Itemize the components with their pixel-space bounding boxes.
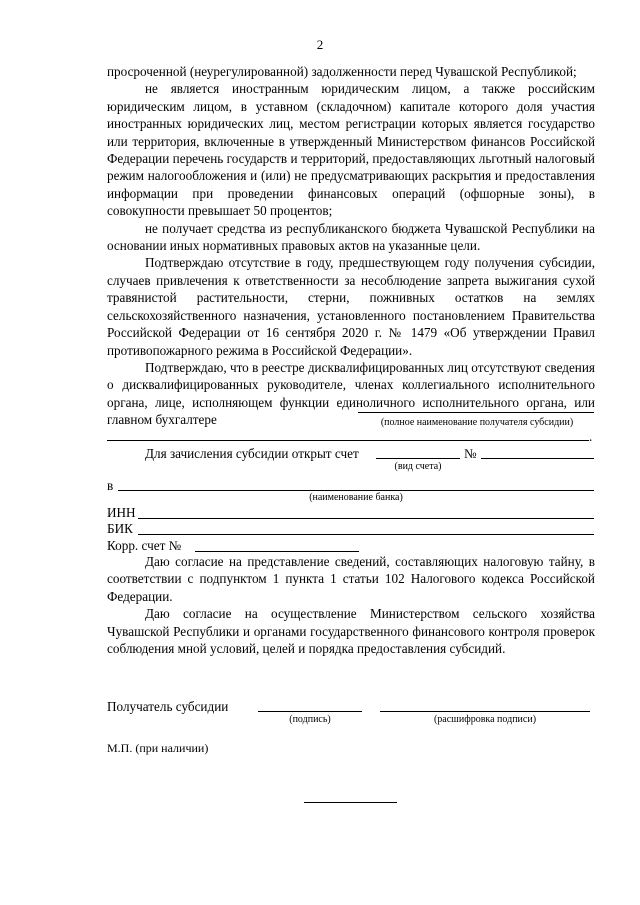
number-sign: № (464, 446, 477, 461)
paragraph-foreign-entity: не является иностранным юридическим лицом, а также российским юридическим лицом, в уставном (складочном) капитале которого доля участия иностранных юридических лиц, местом регистрации которых является государство или территория, включенные в утвержденный Министерством финансов Российской Федерации перечень государств и территорий, предоставляющих льготный налоговый режим налогообложения и (или) не предусматривающих раскрытия и предоставления информации при проведении финансовых операций (офшорные зоны), в совокупности превышает 50 процентов; (107, 81, 595, 219)
page-number: 2 (316, 37, 324, 52)
paragraph-budget-funds: не получает средства из республиканского бюджета Чувашской Республики на основании иных нормативных правовых актов на указанные цели. (107, 220, 595, 254)
bank-prefix: в (107, 478, 114, 493)
consent-block (107, 553, 595, 657)
consent-inspection: Даю согласие на осуществление Министерством сельского хозяйства Чувашской Республики и органами государственного финансового контроля проверок соблюдения мной условий, целей и порядка предоставления субсидий. (107, 606, 595, 657)
signature-field[interactable] (258, 711, 362, 712)
period-mark: . (589, 429, 593, 444)
bik-label: БИК (107, 521, 133, 536)
corr-field[interactable] (195, 551, 359, 552)
account-number-field[interactable] (481, 458, 594, 459)
consent-tax-secret: Даю согласие на представление сведений, составляющих налоговую тайну, в соответствии с подпунктом 1 пункта 1 статьи 102 Налогового кодекса Российской Федерации. (107, 554, 595, 604)
bik-field[interactable] (138, 534, 594, 535)
recipient-name-line-1[interactable] (358, 412, 594, 413)
account-type-field[interactable] (376, 458, 460, 459)
paragraph-debt-tail: просроченной (неурегулированной) задолженности перед Чувашской Республикой; (107, 64, 577, 79)
caption-account-type: (вид счета) (394, 461, 442, 472)
caption-signature: (подпись) (289, 714, 331, 725)
paragraph-disqualified: Подтверждаю, что в реестре дисквалифицированных лиц отсутствуют сведения о дисквалифицированных руководителе, членах коллегиального исполнительного органа, лице, исполняющем функции единоличного исполнительного органа, или главном бухгалтере (107, 359, 595, 428)
account-label: Для зачисления субсидии открыт счет (145, 446, 359, 461)
stamp-label: М.П. (при наличии) (107, 741, 209, 755)
signature-label: Получатель субсидии (107, 699, 229, 714)
caption-decryption: (расшифровка подписи) (433, 714, 537, 725)
bank-name-field[interactable] (118, 490, 594, 491)
recipient-name-line-2[interactable] (107, 440, 589, 441)
inn-field[interactable] (138, 518, 594, 519)
inn-label: ИНН (107, 505, 136, 520)
end-separator (304, 802, 397, 803)
signature-decryption-field[interactable] (380, 711, 590, 712)
corr-label: Корр. счет № (107, 538, 182, 553)
caption-bank: (наименование банка) (309, 492, 403, 503)
body-text (107, 63, 595, 429)
paragraph-fire-ban: Подтверждаю отсутствие в году, предшествующем году получения субсидии, случаев привлечения к ответственности за несоблюдение запрета выжигания сухой травянистой растительности, стерни, пожнивных остатков на землях сельскохозяйственного назначения, установленного постановлением Правительства Российской Федерации от 16 сентября 2020 г. № 1479 «Об утверждении Правил противопожарного режима в Российской Федерации». (107, 255, 595, 358)
caption-recipient: (полное наименование получателя субсидии) (380, 417, 574, 428)
